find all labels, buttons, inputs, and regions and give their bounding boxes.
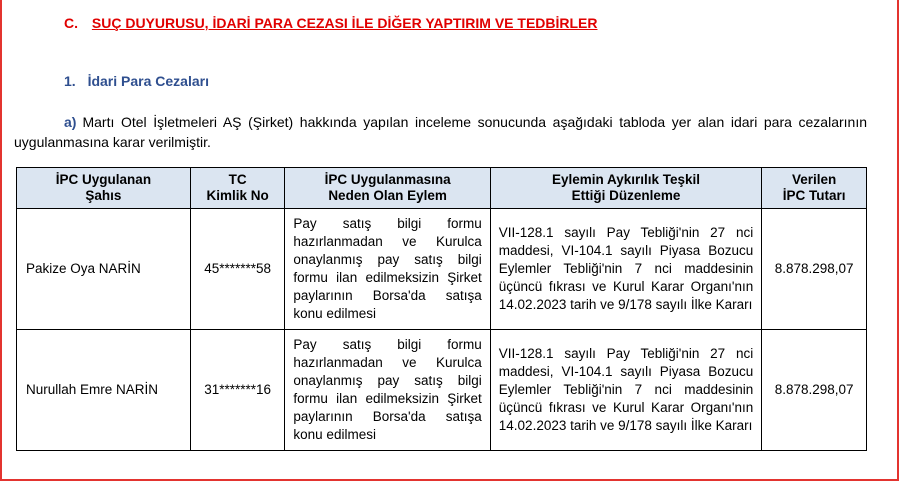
cell-tc: 45*******58 xyxy=(190,209,285,330)
penalty-table xyxy=(16,167,867,451)
header-sahis: İPC Uygulanan Şahıs xyxy=(17,168,191,209)
paragraph-letter: a) xyxy=(64,114,77,130)
cell-tutar: 8.878.298,07 xyxy=(762,330,867,451)
table-row xyxy=(17,209,867,330)
intro-paragraph xyxy=(14,112,867,152)
cell-eylem: Pay satış bilgi formu hazırlanmadan ve Kurulca onaylanmış pay satış bilgi formu ilan edilmeksizin Şirket paylarının Borsa'da satışa konu edilmesi xyxy=(285,330,490,451)
section-heading xyxy=(64,15,598,31)
header-tutar: Verilen İPC Tutarı xyxy=(762,168,867,209)
cell-name: Pakize Oya NARİN xyxy=(17,209,191,330)
section-title: SUÇ DUYURUSU, İDARİ PARA CEZASI İLE DİĞER YAPTIRIM VE TEDBİRLER xyxy=(91,15,598,31)
cell-duzenleme: VII-128.1 sayılı Pay Tebliği'nin 27 nci maddesi, VI-104.1 sayılı Piyasa Bozucu Eylemler Tebliği'nin 7 nci maddesinin üçüncü fıkrası ve Kurul Karar Organı'nın 14.02.2023 tarih ve 9/178 sayılı İlke Kararı xyxy=(490,209,761,330)
cell-tutar: 8.878.298,07 xyxy=(762,209,867,330)
header-eylem: İPC Uygulanmasına Neden Olan Eylem xyxy=(285,168,490,209)
header-tc: TC Kimlik No xyxy=(190,168,285,209)
subsection-title: İdari Para Cezaları xyxy=(87,73,209,89)
cell-tc: 31*******16 xyxy=(190,330,285,451)
table-header-row xyxy=(17,168,867,209)
header-duzenleme: Eylemin Aykırılık Teşkil Ettiği Düzenleme xyxy=(490,168,761,209)
cell-duzenleme: VII-128.1 sayılı Pay Tebliği'nin 27 nci maddesi, VI-104.1 sayılı Piyasa Bozucu Eylemler Tebliği'nin 7 nci maddesinin üçüncü fıkrası ve Kurul Karar Organı'nın 14.02.2023 tarih ve 9/178 sayılı İlke Kararı xyxy=(490,330,761,451)
subsection-heading xyxy=(64,73,209,89)
section-number: C. xyxy=(64,15,78,31)
paragraph-text: Martı Otel İşletmeleri AŞ (Şirket) hakkında yapılan inceleme sonucunda aşağıdaki tabloda yer alan idari para cezalarının uygulanmasına karar verilmiştir. xyxy=(14,114,867,150)
subsection-number: 1. xyxy=(64,73,76,89)
cell-name: Nurullah Emre NARİN xyxy=(17,330,191,451)
cell-eylem: Pay satış bilgi formu hazırlanmadan ve Kurulca onaylanmış pay satış bilgi formu ilan edilmeksizin Şirket paylarının Borsa'da satışa konu edilmesi xyxy=(285,209,490,330)
table-row xyxy=(17,330,867,451)
